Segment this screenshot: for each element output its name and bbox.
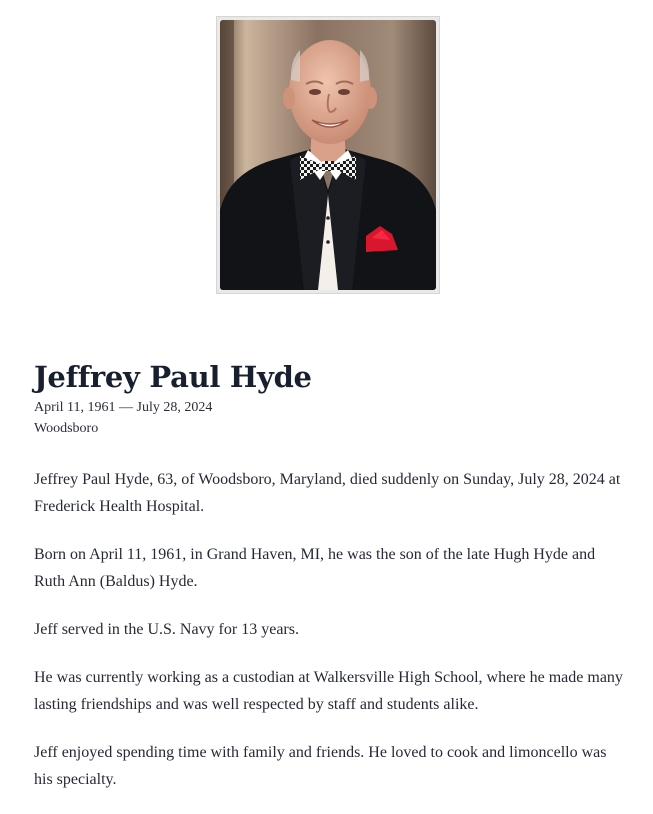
obituary-paragraph: Jeff enjoyed spending time with family and friends. He loved to cook and limoncello was his specialty. xyxy=(34,744,607,788)
portrait-frame xyxy=(216,16,440,294)
obituary-paragraph: Jeffrey Paul Hyde, 63, of Woodsboro, Maryland, died suddenly on Sunday, July 28, 2024 at Frederick Health Hospital. xyxy=(34,471,621,515)
obituary-paragraph: He was currently working as a custodian at Walkersville High School, where he made many lasting friendships and was well respected by staff and students alike. xyxy=(34,669,623,713)
deceased-name: Jeffrey Paul Hyde xyxy=(34,360,312,394)
portrait-photo xyxy=(220,20,436,290)
obituary-paragraph: Born on April 11, 1961, in Grand Haven, MI, he was the son of the late Hugh Hyde and Ruth Ann (Baldus) Hyde. xyxy=(34,546,596,590)
hometown: Woodsboro xyxy=(34,421,99,436)
life-dates: April 11, 1961 — July 28, 2024 xyxy=(34,400,213,415)
obituary-text xyxy=(34,466,624,814)
obituary-paragraph: Jeff served in the U.S. Navy for 13 years. xyxy=(34,621,299,638)
